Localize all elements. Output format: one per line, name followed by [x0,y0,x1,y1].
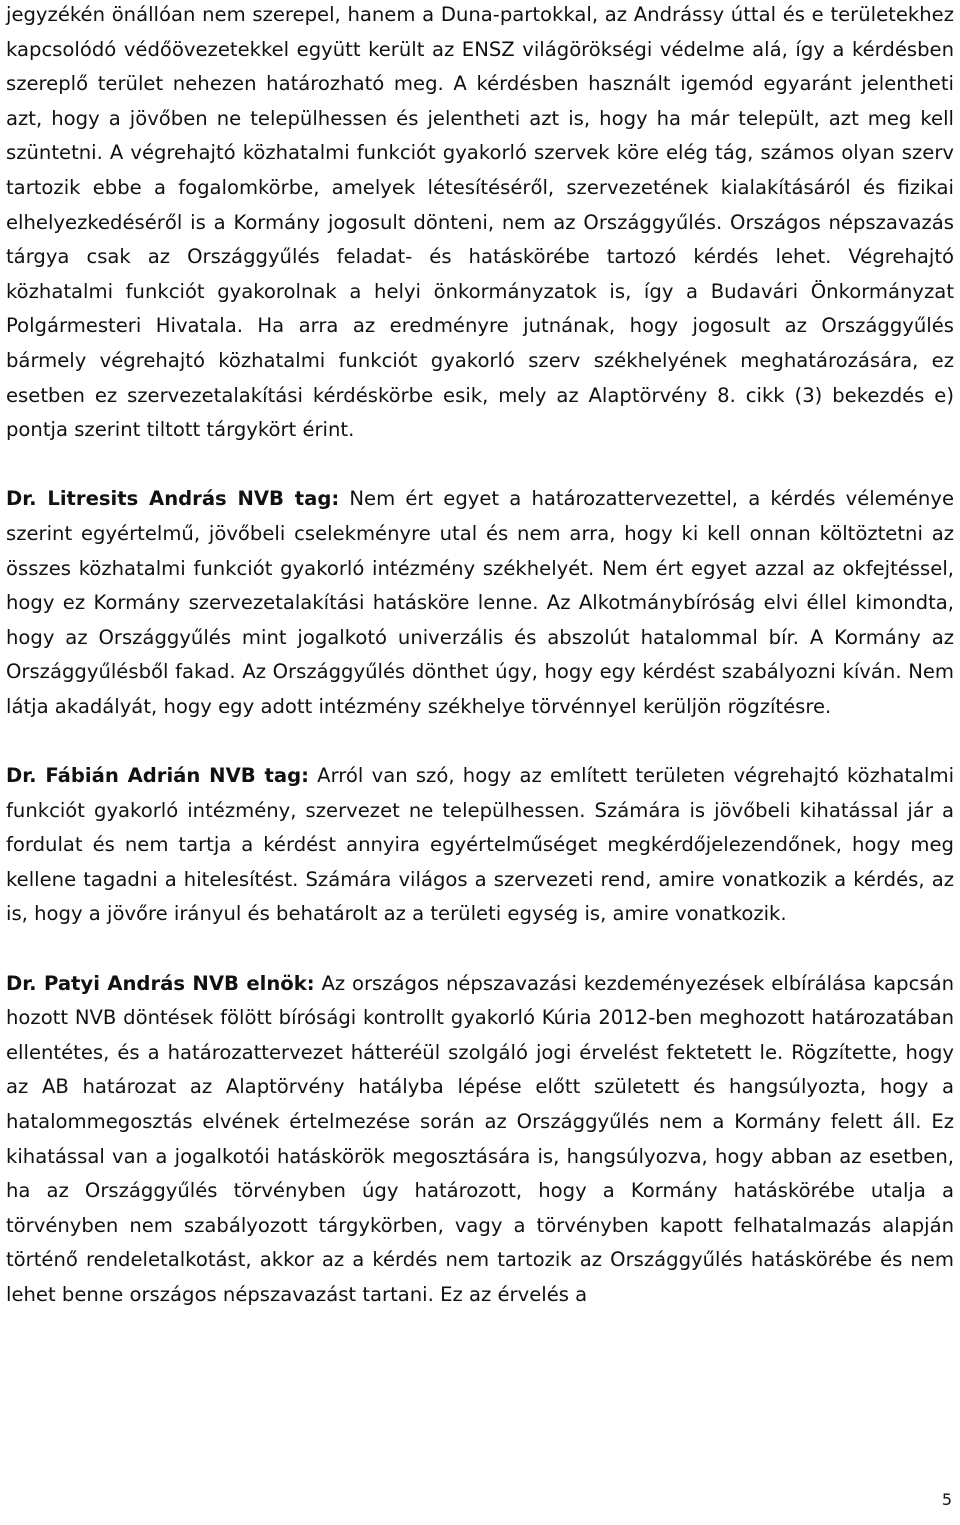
paragraph-litresits [6,482,954,724]
paragraph-text: Nem ért egyet a határozattervezettel, a kérdés véleménye szerint egyértelmű, jövőbeli cselekményre utal és nem arra, hogy ki kell onnan költöztetni az összes közhatalmi funkciót gyakorló intézmény székhelyét. Nem ért egyet azzal az okfejtéssel, hogy ez Kormány szervezetalakítási hatásköre lenne. Az Alkotmánybíróság elvi éllel kimondta, hogy az Országgyűlés mint jogalkotó univerzális és abszolút hatalommal bír. A Kormány az Országgyűlésből fakad. Az Országgyűlés dönthet úgy, hogy egy kérdést szabályozni kíván. Nem látja akadályát, hogy egy adott intézmény székhelye törvénnyel kerüljön rögzítésre. [6,487,955,718]
speaker-label: Dr. Litresits András NVB tag: [6,487,340,511]
paragraph-text: Arról van szó, hogy az említett területen végrehajtó közhatalmi funkciót gyakorló intézmény, szervezet ne települhessen. Számára is jövőbeli kihatással jár a fordulat és nem tartja a kérdést annyira egyértelműséget megkérdőjelezendőnek, hogy meg kellene tagadni a hitelesítést. Számára világos a szervezeti rend, amire vonatkozik a kérdés, az is, hogy a jövőre irányul és behatárolt az a területi egység is, amire vonatkozik. [6,764,955,926]
speaker-label: Dr. Fábián Adrián NVB tag: [6,764,309,788]
document-page [6,0,954,1313]
paragraph-fabian [6,759,954,932]
speaker-label: Dr. Patyi András NVB elnök: [6,971,315,995]
paragraph-patyi [6,967,954,1313]
paragraph-intro [6,0,954,448]
paragraph-text: Az országos népszavazási kezdeményezések elbírálása kapcsán hozott NVB döntések fölött bírósági kontrollt gyakorló Kúria 2012-ben meghozott határozatában ellentétes, és a határozattervezet hátteréül szolgáló jogi érvelést fektetett le. Rögzítette, hogy az AB határozat az Alaptörvény hatályba lépése előtt született és hangsúlyozta, hogy a hatalommegosztás elvének értelmezése során az Országgyűlés nem a Kormány felett áll. Ez kihatással van a jogalkotói hatáskörök megosztására is, hangsúlyozva, hogy abban az esetben, ha az Országgyűlés törvényben úgy határozott, hogy a Kormány hatáskörébe utalja a törvényben nem szabályozott tárgykörben, vagy a törvényben kapott felhatalmazás alapján történő rendeletalkotást, akkor az a kérdés nem tartozik az Országgyűlés hatáskörébe és nem lehet benne országos népszavazást tartani. Ez az érvelés a [6,971,954,1306]
paragraph-text: jegyzékén önállóan nem szerepel, hanem a Duna-partokkal, az Andrássy úttal és e területekhez kapcsolódó védőövezetekkel együtt került az ENSZ világörökségi védelme alá, így a kérdésben szereplő terület nehezen határozható meg. A kérdésben használt igemód egyaránt jelentheti azt, hogy a jövőben ne települhessen és jelentheti azt is, hogy ha már települt, azt meg kell szüntetni. A végrehajtó közhatalmi funkciót gyakorló szervek köre elég tág, számos olyan szerv tartozik ebbe a fogalomkörbe, amelyek létesítéséről, szervezetének kialakításáról és fizikai elhelyezkedéséről is a Kormány jogosult dönteni, nem az Országgyűlés. Országos népszavazás tárgya csak az Országgyűlés feladat- és hatáskörébe tartozó kérdés lehet. Végrehajtó közhatalmi funkciót gyakorolnak a helyi önkormányzatok is, így a Budavári Önkormányzat Polgármesteri Hivatala. Ha arra az eredményre jutnának, hogy jogosult az Országgyűlés bármely végrehajtó közhatalmi funkciót gyakorló szerv székhelyének meghatározására, ez esetben ez szervezetalakítási kérdéskörbe esik, mely az Alaptörvény 8. cikk (3) bekezdés e) pontja szerint tiltott tárgykört érint. [6,3,954,442]
page-number: 5 [941,1490,952,1509]
